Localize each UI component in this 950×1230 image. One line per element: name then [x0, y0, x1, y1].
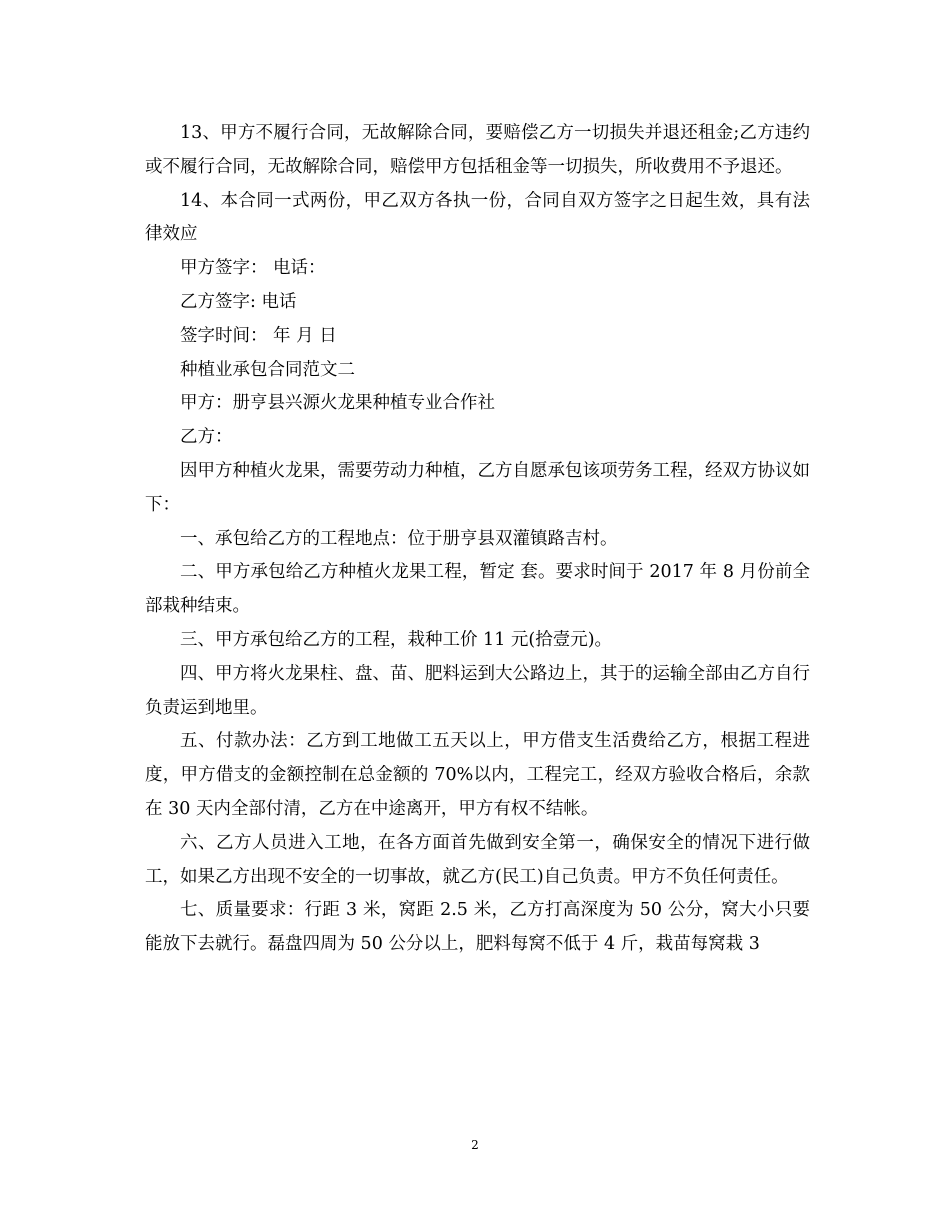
clause-4-paragraph: 四、甲方将火龙果柱、盘、苗、肥料运到大公路边上，其于的运输全部由乙方自行负责运到地里。	[145, 663, 810, 718]
document-body	[145, 117, 810, 962]
clause-7-paragraph: 七、质量要求：行距 3 米，窝距 2.5 米，乙方打高深度为 50 公分，窝大小只要能放下去就行。磊盘四周为 50 公分以上，肥料每窝不低于 4 斤，栽苗每窝栽 3	[145, 900, 810, 955]
clause-14-paragraph: 14、本合同一式两份，甲乙双方各执一份，合同自双方签字之日起生效，具有法律效应	[145, 190, 810, 245]
preamble-paragraph: 因甲方种植火龙果，需要劳动力种植，乙方自愿承包该项劳务工程，经双方协议如下：	[145, 460, 810, 515]
clause-2-paragraph: 二、甲方承包给乙方种植火龙果工程，暂定 套。要求时间于 2017 年 8 月份前全部栽种结束。	[145, 562, 810, 617]
page-number: 2	[471, 1138, 479, 1152]
party-a-signature-line: 甲方签字： 电话：	[180, 258, 326, 279]
signing-date-line: 签字时间： 年 月 日	[180, 325, 337, 346]
party-b-signature-line: 乙方签字: 电话	[180, 291, 297, 312]
clause-6-paragraph: 六、乙方人员进入工地，在各方面首先做到安全第一，确保安全的情况下进行做工，如果乙方出现不安全的一切事故，就乙方(民工)自己负责。甲方不负任何责任。	[145, 832, 810, 887]
section-heading: 种植业承包合同范文二	[180, 359, 355, 380]
clause-5-paragraph: 五、付款办法：乙方到工地做工五天以上，甲方借支生活费给乙方，根据工程进度，甲方借支的金额控制在总金额的 70%以内，工程完工，经双方验收合格后，余款在 30 天内全部付清，乙方在中途离开，甲方有权不结帐。	[145, 731, 810, 819]
party-a-line: 甲方：册亨县兴源火龙果种植专业合作社	[180, 393, 495, 414]
clause-1-paragraph: 一、承包给乙方的工程地点：位于册亨县双灌镇路吉村。	[180, 528, 618, 549]
clause-3-paragraph: 三、甲方承包给乙方的工程，栽种工价 11 元(拾壹元)。	[180, 629, 613, 650]
party-b-line: 乙方：	[180, 427, 233, 448]
clause-13-paragraph: 13、甲方不履行合同，无故解除合同，要赔偿乙方一切损失并退还租金;乙方违约或不履行合同，无故解除合同，赔偿甲方包括租金等一切损失，所收费用不予退还。	[145, 123, 810, 177]
